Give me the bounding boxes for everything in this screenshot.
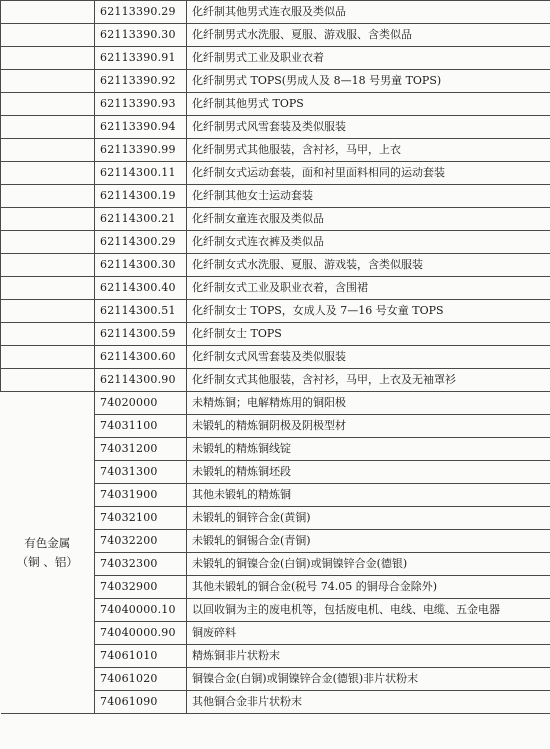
hs-code: 74031300 (95, 461, 187, 484)
item-description: 化纤制女式其他服装，含衬衫，马甲，上衣及无袖罩衫 (187, 369, 550, 392)
table-row (1, 70, 550, 93)
item-description: 化纤制女式水洗服、夏服、游戏装，含类似服装 (187, 254, 550, 277)
item-description: 化纤制其他男式 TOPS (187, 93, 550, 116)
hs-code: 62114300.51 (95, 300, 187, 323)
hs-code: 62114300.21 (95, 208, 187, 231)
category-cell-empty (1, 185, 95, 208)
table-row (1, 139, 550, 162)
table-row (1, 369, 550, 392)
table-row (1, 208, 550, 231)
table-row (1, 392, 550, 415)
item-description: 未锻轧的铜锡合金(青铜) (187, 530, 550, 553)
item-description: 化纤制女式风雪套装及类似服装 (187, 346, 550, 369)
hs-code: 62114300.59 (95, 323, 187, 346)
table-row (1, 162, 550, 185)
category-cell-empty (1, 346, 95, 369)
item-description: 其他未锻轧的精炼铜 (187, 484, 550, 507)
hs-code: 62113390.29 (95, 1, 187, 24)
table-row (1, 47, 550, 70)
category-sublabel: （铜 、铝） (16, 554, 78, 569)
hs-code: 74061090 (95, 691, 187, 714)
hs-code: 62114300.30 (95, 254, 187, 277)
table-row (1, 93, 550, 116)
hs-code: 62113390.92 (95, 70, 187, 93)
item-description: 化纤制女式运动套装，面和衬里面料相同的运动套装 (187, 162, 550, 185)
item-description: 未精炼铜；电解精炼用的铜阳极 (187, 392, 550, 415)
hs-code: 74061020 (95, 668, 187, 691)
item-description: 化纤制男式 TOPS(男成人及 8—18 号男童 TOPS) (187, 70, 550, 93)
table-row (1, 254, 550, 277)
category-cell-empty (1, 162, 95, 185)
hs-code: 62113390.91 (95, 47, 187, 70)
item-description: 未锻轧的精炼铜阴极及阴极型材 (187, 415, 550, 438)
item-description: 未锻轧的精炼铜坯段 (187, 461, 550, 484)
hs-code: 62114300.90 (95, 369, 187, 392)
category-cell-empty (1, 254, 95, 277)
category-cell-nonferrous-metals (1, 392, 95, 714)
category-cell-empty (1, 70, 95, 93)
item-description: 化纤制男式工业及职业衣着 (187, 47, 550, 70)
hs-code: 74032200 (95, 530, 187, 553)
category-cell-empty (1, 47, 95, 70)
item-description: 化纤制女士 TOPS (187, 323, 550, 346)
category-cell-empty (1, 231, 95, 254)
category-cell-empty (1, 300, 95, 323)
category-cell-empty (1, 208, 95, 231)
category-cell-empty (1, 323, 95, 346)
item-description: 铜废碎料 (187, 622, 550, 645)
item-description: 未锻轧的铜镍合金(白铜)或铜镍锌合金(德银) (187, 553, 550, 576)
item-description: 未锻轧的精炼铜线锭 (187, 438, 550, 461)
hs-code: 62114300.60 (95, 346, 187, 369)
hs-code: 74061010 (95, 645, 187, 668)
item-description: 其他铜合金非片状粉末 (187, 691, 550, 714)
category-cell-empty (1, 93, 95, 116)
table-row (1, 116, 550, 139)
item-description: 其他未锻轧的铜合金(税号 74.05 的铜母合金除外) (187, 576, 550, 599)
hs-code: 74040000.10 (95, 599, 187, 622)
category-cell-empty (1, 139, 95, 162)
hs-code: 62113390.99 (95, 139, 187, 162)
category-cell-empty (1, 369, 95, 392)
item-description: 化纤制男式水洗服、夏服、游戏服、含类似品 (187, 24, 550, 47)
hs-code: 62113390.93 (95, 93, 187, 116)
hs-code: 74032900 (95, 576, 187, 599)
category-cell-empty (1, 116, 95, 139)
item-description: 精炼铜非片状粉末 (187, 645, 550, 668)
category-cell-empty (1, 277, 95, 300)
item-description: 化纤制女式连衣裤及类似品 (187, 231, 550, 254)
table-row (1, 323, 550, 346)
category-label: 有色金属 (24, 536, 71, 551)
item-description: 化纤制男式风雪套装及类似服装 (187, 116, 550, 139)
hs-code: 62114300.19 (95, 185, 187, 208)
hs-code: 74040000.90 (95, 622, 187, 645)
item-description: 化纤制女童连衣服及类似品 (187, 208, 550, 231)
item-description: 未锻轧的铜锌合金(黄铜) (187, 507, 550, 530)
table-row (1, 1, 550, 24)
table-row (1, 185, 550, 208)
hs-code: 74031900 (95, 484, 187, 507)
item-description: 化纤制其他女士运动套装 (187, 185, 550, 208)
item-description: 化纤制其他男式连衣服及类似品 (187, 1, 550, 24)
table-row (1, 277, 550, 300)
hs-code: 62113390.94 (95, 116, 187, 139)
category-cell-empty (1, 1, 95, 24)
item-description: 化纤制女士 TOPS，女成人及 7—16 号女童 TOPS (187, 300, 550, 323)
hs-code: 74031200 (95, 438, 187, 461)
hs-code: 74032300 (95, 553, 187, 576)
table-body (1, 1, 550, 714)
item-description: 以回收铜为主的废电机等，包括废电机、电线、电缆、五金电器 (187, 599, 550, 622)
hs-code: 74031100 (95, 415, 187, 438)
hs-code: 62114300.40 (95, 277, 187, 300)
table-row (1, 346, 550, 369)
item-description: 化纤制女式工业及职业衣着，含围裙 (187, 277, 550, 300)
table-row (1, 231, 550, 254)
table-row (1, 300, 550, 323)
hs-code: 62113390.30 (95, 24, 187, 47)
hs-code: 74032100 (95, 507, 187, 530)
item-description: 化纤制男式其他服装，含衬衫，马甲，上衣 (187, 139, 550, 162)
category-cell-empty (1, 24, 95, 47)
hs-code: 62114300.11 (95, 162, 187, 185)
table-row (1, 24, 550, 47)
hs-code: 74020000 (95, 392, 187, 415)
item-description: 铜镍合金(白铜)或铜镍锌合金(德银)非片状粉末 (187, 668, 550, 691)
hs-code: 62114300.29 (95, 231, 187, 254)
